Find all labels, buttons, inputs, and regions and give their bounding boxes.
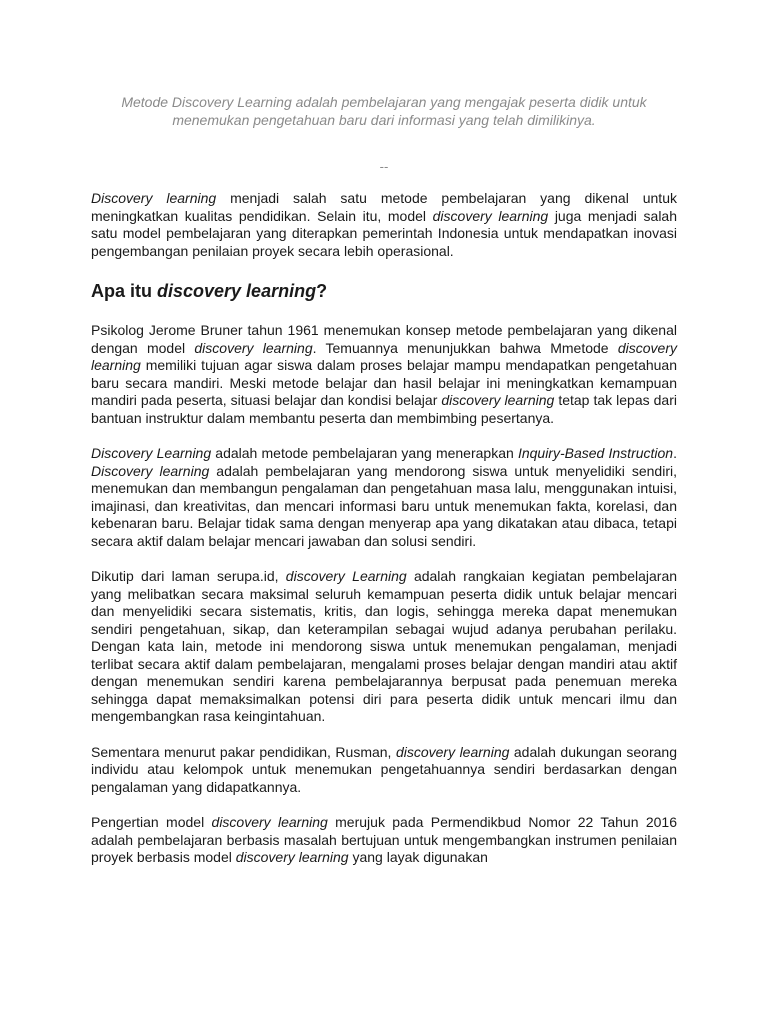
p5-text-4: discovery learning	[235, 849, 349, 865]
p1-text-7: tetap tak lepas dari bantuan instruktur dalam membantu peserta dan membimbing pesertanya.	[91, 392, 677, 426]
p5-text-3: merujuk pada Permendikbud Nomor 22 Tahun 2016 adalah pembelajaran berbasis masalah bertujuan untuk mengembangkan instrumen penilaian proyek berbasis model	[91, 814, 677, 865]
intro-text-3: discovery learning	[432, 207, 549, 224]
p3-text-2: discovery Learning	[285, 568, 407, 584]
intro-text-4: juga menjadi salah satu model pembelajaran yang diterapkan pemerintah Indonesia untuk mendapatkan inovasi pengembangan penilaian proyek secara lebih operasional.	[91, 207, 677, 259]
intro-text-1: Discovery learning	[91, 190, 217, 206]
p1-text-3: . Temuannya menunjukkan bahwa Mmetode	[312, 339, 618, 356]
heading-italic: discovery learning	[157, 281, 317, 301]
p5-text-2: discovery learning	[211, 814, 328, 830]
paragraph-3	[91, 568, 677, 726]
p2-text-2: adalah metode pembelajaran yang menerapkan	[211, 445, 518, 461]
p2-text-3: Inquiry-Based Instruction	[517, 445, 674, 461]
p4-text-2: discovery learning	[395, 743, 510, 760]
p3-text-3: adalah rangkaian kegiatan pembelajaran yang melibatkan secara maksimal seluruh kemampuan peserta didik untuk belajar mencari dan menyelidiki secara sistematis, kritis, dan logis, sehingga mereka dapat menemukan sendiri pengetahuan, sikap, dan keterampilan sebagai wujud adanya perubahan perilaku. Dengan kata lain, metode ini mendorong siswa untuk menemukan pengalaman, menjadi terlibat secara aktif dalam pembelajaran, mengalami proses belajar dengan mandiri atau aktif dengan menemukan sendiri karena pembelajarannya berpusat pada penemuan mereka sehingga dapat memaksimalkan potensi diri para peserta didik untuk mencari ilmu dan mengembangkan rasa keingintahuan.	[91, 568, 678, 724]
p1-text-5: memiliki tujuan agar siswa dalam proses belajar mampu mendapatkan pengetahuan baru secara mandiri. Meski metode belajar dan hasil belajar ini meningkatkan kemampuan mandiri pada peserta, situasi belajar dan kondisi belajar	[91, 357, 677, 408]
p1-text-2: discovery learning	[194, 339, 313, 356]
p5-text-1: Pengertian model	[91, 814, 212, 830]
heading-prefix: Apa itu	[91, 281, 157, 301]
p3-text-1: Dikutip dari laman serupa.id,	[91, 568, 286, 584]
p4-text-3: adalah dukungan seorang individu atau kelompok untuk menemukan pengetahuannya sendiri berdasarkan dengan pengalaman yang didapatkannya.	[91, 743, 677, 795]
p1-text-1: Psikolog Jerome Bruner tahun 1961 menemukan konsep metode pembelajaran yang dikenal dengan model	[91, 322, 677, 356]
p2-text-4: .	[673, 445, 677, 461]
p2-text-1: Discovery Learning	[91, 445, 212, 461]
p1-text-6: discovery learning	[441, 392, 555, 408]
heading-suffix: ?	[316, 281, 328, 301]
p1-text-4: discovery learning	[91, 339, 677, 373]
p5-text-5: yang layak digunakan	[348, 849, 488, 865]
paragraph-2	[91, 445, 677, 550]
image-caption	[91, 93, 677, 129]
p2-text-6: adalah pembelajaran yang mendorong siswa untuk menyelidiki sendiri, menemukan dan membangun pengalaman dan pengetahuan masa lalu, menggunakan intuisi, imajinasi, dan kreativitas, dan mencari informasi baru untuk menemukan fakta, korelasi, dan kebenaran baru. Belajar tidak sama dengan menyerap apa yang dikatakan atau dibaca, tetapi secara aktif dalam belajar mencari jawaban dan solusi sendiri.	[91, 462, 677, 549]
caption-line-1: Metode Discovery Learning adalah pembelajaran yang mengajak peserta didik untuk	[121, 94, 647, 110]
paragraph-4	[91, 744, 677, 797]
separator: --	[379, 159, 389, 174]
paragraph-1	[91, 322, 677, 427]
intro-text-2: menjadi salah satu metode pembelajaran yang dikenal untuk meningkatkan kualitas pendidikan. Selain itu, model	[91, 190, 677, 224]
p4-text-1: Sementara menurut pakar pendidikan, Rusman,	[91, 743, 396, 760]
caption-line-2: menemukan pengetahuan baru dari informasi yang telah dimilikinya.	[172, 112, 596, 128]
intro-paragraph	[91, 190, 677, 260]
paragraph-5	[91, 814, 677, 867]
section-heading	[91, 279, 677, 303]
p2-text-5: Discovery learning	[91, 462, 210, 479]
